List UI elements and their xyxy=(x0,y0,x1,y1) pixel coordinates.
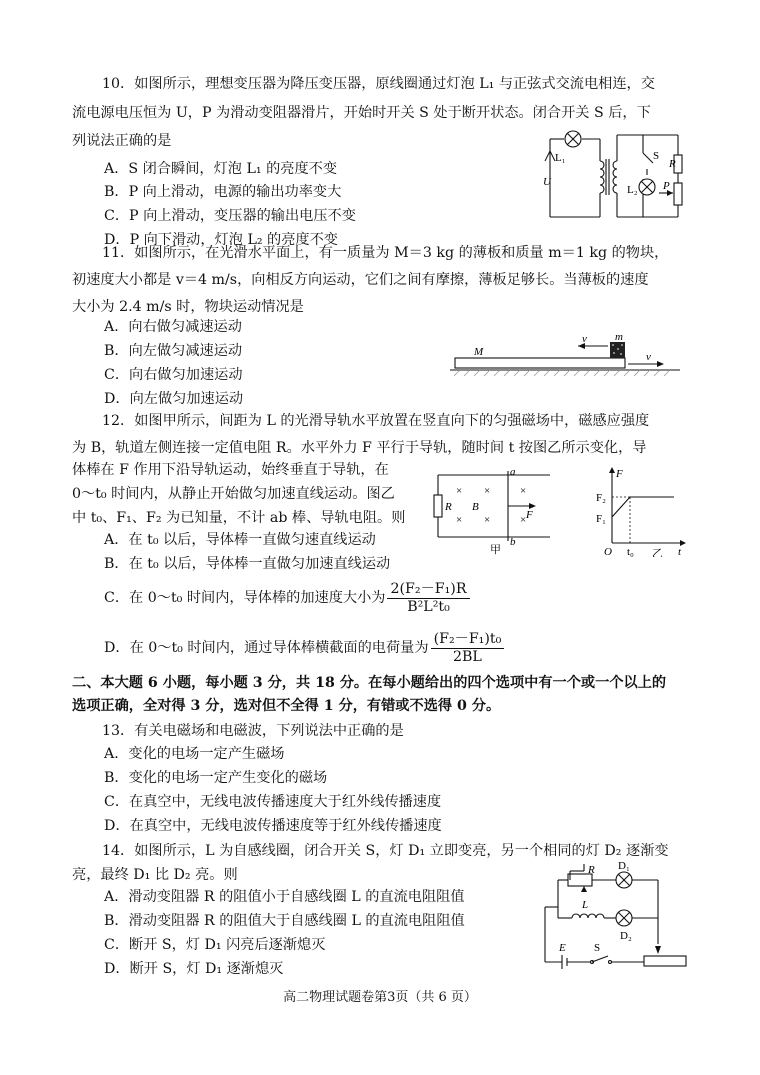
q10-fig-label-p: P xyxy=(663,180,670,192)
q13-option-a: A．变化的电场一定产生磁场 xyxy=(104,746,285,762)
q12-stem-line1: 12．如图甲所示，间距为 L 的光滑导轨水平放置在竖直向下的匀强磁场中，磁感应强度 xyxy=(102,413,650,429)
q10-fig-label-l2: L₂ xyxy=(627,184,638,196)
q10-stem-line3: 列说法正确的是 xyxy=(72,133,172,149)
q14-option-b: B．滑动变阻器 R 的阻值大于自感线圈 L 的直流电阻阻值 xyxy=(104,913,465,929)
q10-fig-label-l1: L₁ xyxy=(555,152,566,164)
q12-stem-line4: 0～t₀ 时间内，从静止开始做匀加速直线运动。图乙 xyxy=(72,486,395,502)
q12-option-d-denominator: 2BL xyxy=(452,648,482,665)
q10-fig-label-r: R xyxy=(669,158,676,170)
q12-fig-label-f: F xyxy=(526,509,533,521)
q12-option-c-fraction xyxy=(387,581,469,616)
q14-self-inductance-circuit-figure xyxy=(530,862,705,970)
q12-stem-line3: 体棒在 F 作用下沿导轨运动，始终垂直于导轨，在 xyxy=(72,462,389,478)
q12-fig-cross-3: × xyxy=(456,514,463,526)
q14-fig-label-e: E xyxy=(559,942,566,954)
q12-option-c-numerator: 2(F₂－F₁)R xyxy=(387,581,469,599)
q12-fig-cross-5: × xyxy=(520,485,527,497)
q12-fig-caption-jia: 甲 xyxy=(490,544,501,555)
q12-fig-cross-4: × xyxy=(484,514,491,526)
q11-fig-label-v1: v xyxy=(582,333,587,345)
q12-graph-label-f1: F₁ xyxy=(596,513,606,525)
q12-fig-label-r: R xyxy=(445,501,452,513)
q12-option-c-text: C．在 0～t₀ 时间内，导体棒的加速度大小为 xyxy=(104,590,386,606)
q12-option-c-denominator: B²L²t₀ xyxy=(407,598,450,615)
q12-option-d-text: D．在 0～t₀ 时间内，通过导体棒横截面的电荷量为 xyxy=(104,640,429,656)
q14-fig-label-s: S xyxy=(594,942,601,954)
q11-stem-line1: 11．如图所示，在光滑水平面上，有一质量为 M＝3 kg 的薄板和质量 m＝1 kg 的物块， xyxy=(102,245,669,261)
q12-option-b: B．在 t₀ 以后，导体棒一直做匀加速直线运动 xyxy=(104,556,391,572)
q11-option-d: D．向左做匀加速运动 xyxy=(104,391,244,407)
q10-option-d: D．P 向下滑动，灯泡 L₂ 的亮度不变 xyxy=(104,232,338,248)
q12-fig-label-b: B xyxy=(472,501,479,513)
q10-fig-label-u: U xyxy=(543,176,551,188)
q11-fig-label-v2: v xyxy=(646,351,651,363)
q10-option-b: B．P 向上滑动，电源的输出功率变大 xyxy=(104,184,342,200)
q11-stem-line3: 大小为 2.4 m/s 时，物块运动情况是 xyxy=(72,299,304,315)
q12-option-d-fraction xyxy=(431,631,505,666)
q10-fig-label-s: S xyxy=(653,150,660,162)
section2-heading-line1: 二、本大题 6 小题，每小题 3 分，共 18 分。在每小题给出的四个选项中有一个或一个以上的 xyxy=(72,675,667,691)
q11-fig-label-small-m: m xyxy=(615,331,623,343)
q14-option-d: D．断开 S，灯 D₁ 逐渐熄灭 xyxy=(104,961,284,977)
q12-stem-line5: 中 t₀、F₁、F₂ 为已知量，不计 ab 棒、导轨电阻。则 xyxy=(72,510,406,526)
q12-fig-cross-6: × xyxy=(520,514,527,526)
q14-stem-line1: 14．如图所示，L 为自感线圈，闭合开关 S，灯 D₁ 立即变亮，另一个相同的灯 D₂ 逐渐变 xyxy=(102,843,669,859)
q13-option-c: C．在真空中，无线电波传播速度大于红外线传播速度 xyxy=(104,794,442,810)
q14-fig-label-r: R xyxy=(588,864,595,876)
q11-fig-label-big-m: M xyxy=(474,346,484,358)
page-footer: 高二物理试题卷第3页（共 6 页） xyxy=(283,990,477,1005)
q11-option-c: C．向右做匀加速运动 xyxy=(104,367,243,383)
q12-option-c xyxy=(104,578,472,618)
q14-option-a: A．滑动变阻器 R 的阻值小于自感线圈 L 的直流电阻阻值 xyxy=(104,889,465,905)
q11-option-a: A．向右做匀减速运动 xyxy=(104,319,242,335)
q13-stem: 13．有关电磁场和电磁波，下列说法中正确的是 xyxy=(102,723,404,739)
q13-option-b: B．变化的电场一定产生变化的磁场 xyxy=(104,770,328,786)
q11-option-b: B．向左做匀减速运动 xyxy=(104,343,243,359)
q12-graph-label-f2: F₂ xyxy=(596,492,606,504)
q11-stem-line2: 初速度大小都是 v＝4 m/s，向相反方向运动，它们之间有摩擦，薄板足够长。当薄板的速度 xyxy=(72,272,649,288)
q12-fig-cross-2: × xyxy=(484,485,491,497)
q12-option-d xyxy=(104,628,506,668)
q12-graph-label-o: O xyxy=(604,546,612,557)
q10-stem-line2: 流电源电压恒为 U，P 为滑动变阻器滑片，开始时开关 S 处于断开状态。闭合开关 S 后，下 xyxy=(72,105,651,121)
q12-fig-cross-1: × xyxy=(456,485,463,497)
q12-fig-label-a: a xyxy=(510,467,516,478)
q11-board-block-figure xyxy=(450,330,690,382)
q12-stem-line2: 为 B，轨道左侧连接一定值电阻 R。水平外力 F 平行于导轨，随时间 t 按图乙所示变化，导 xyxy=(72,440,647,456)
q12-rail-magnetic-field-figure-jia xyxy=(432,467,557,555)
q14-fig-label-d2: D₂ xyxy=(620,930,632,942)
q12-option-a: A．在 t₀ 以后，导体棒一直做匀速直线运动 xyxy=(104,532,376,548)
q12-graph-label-t0: t₀ xyxy=(627,546,634,557)
q10-option-a: A．S 闭合瞬间，灯泡 L₁ 的亮度不变 xyxy=(104,161,338,177)
section2-heading-line2: 选项正确，全对得 3 分，选对但不全得 1 分，有错或不选得 0 分。 xyxy=(72,698,501,714)
q14-fig-label-d1: D₁ xyxy=(618,862,630,872)
q12-graph-caption-yi: 乙 xyxy=(652,548,663,557)
q10-stem-line1: 10．如图所示，理想变压器为降压变压器，原线圈通过灯泡 L₁ 与正弦式交流电相连，交 xyxy=(102,76,655,92)
q12-force-time-graph-yi xyxy=(590,467,690,557)
q12-graph-label-f: F xyxy=(616,468,623,480)
q14-option-c: C．断开 S，灯 D₁ 闪亮后逐渐熄灭 xyxy=(104,937,326,953)
q10-transformer-circuit-figure xyxy=(535,125,695,250)
q12-fig-label-bb: b xyxy=(510,536,516,548)
q12-option-d-numerator: (F₂－F₁)t₀ xyxy=(431,631,505,649)
q14-fig-label-l: L xyxy=(582,899,589,911)
q14-stem-line2: 亮，最终 D₁ 比 D₂ 亮。则 xyxy=(72,867,238,883)
q10-option-c: C．P 向上滑动，变压器的输出电压不变 xyxy=(104,208,356,224)
q12-graph-label-t: t xyxy=(678,546,682,557)
q13-option-d: D．在真空中，无线电波传播速度等于红外线传播速度 xyxy=(104,818,442,834)
